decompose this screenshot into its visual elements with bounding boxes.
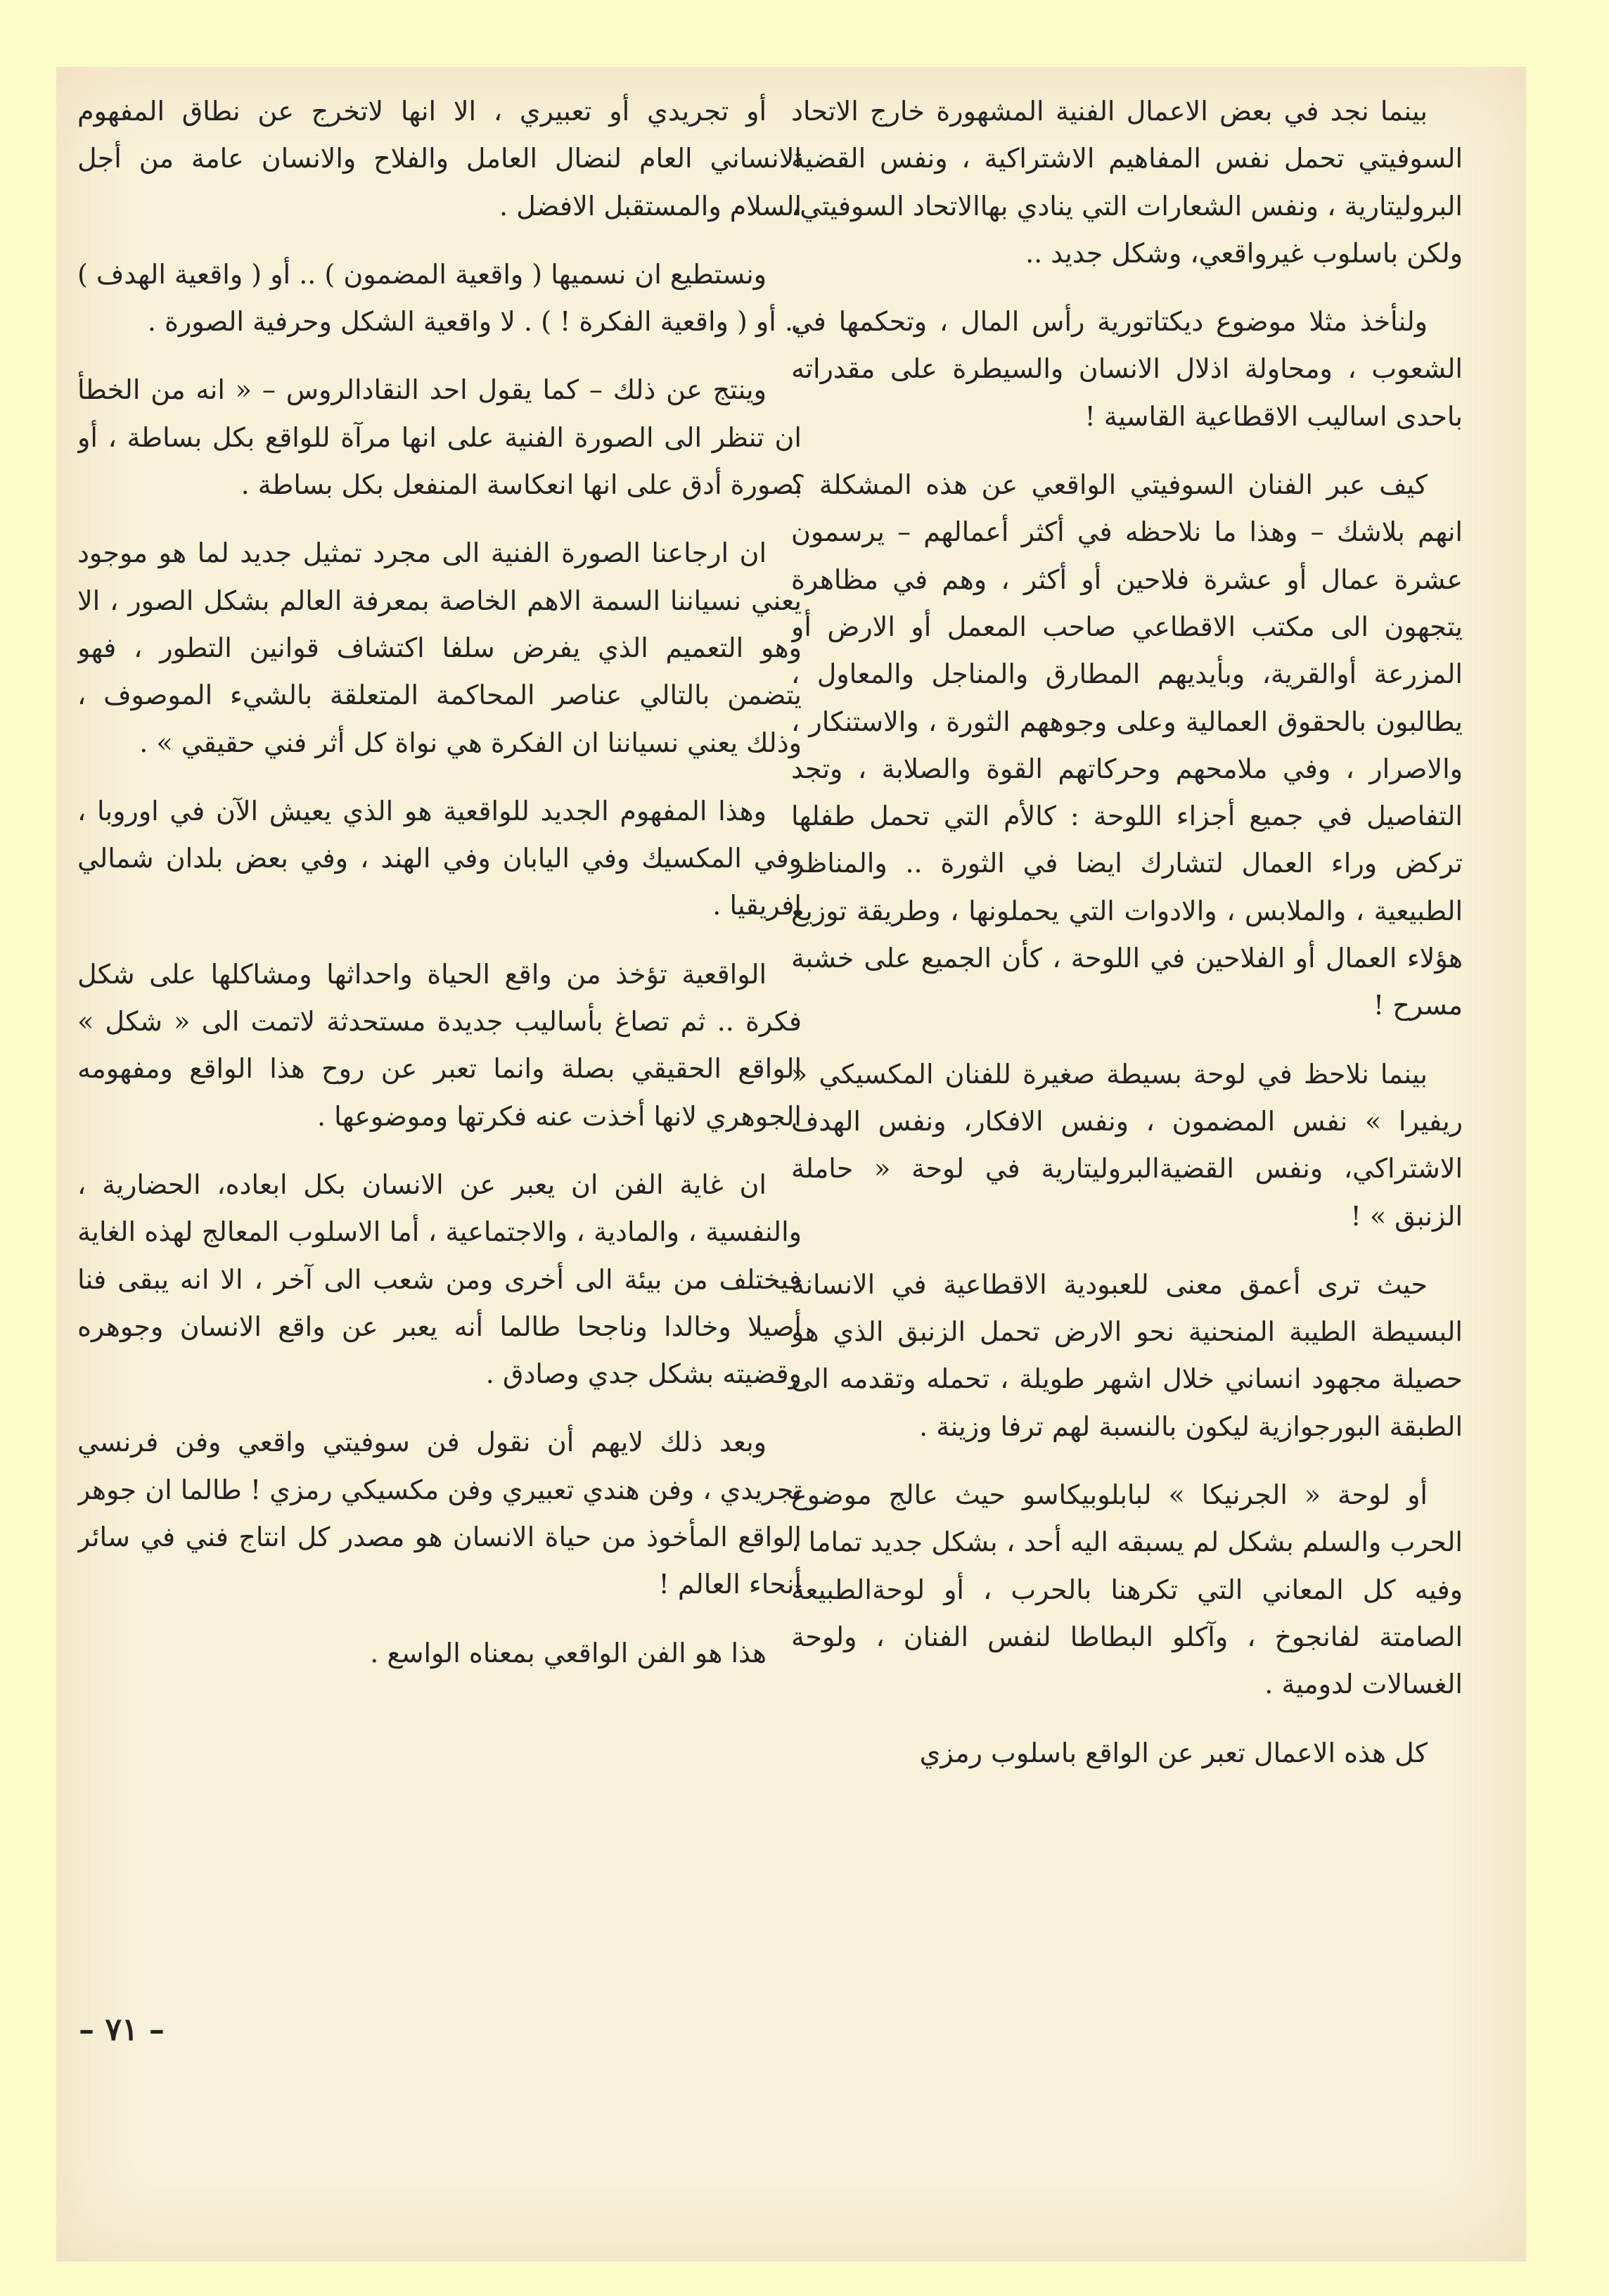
left-text-column [77,88,802,1987]
paragraph: أو لوحة « الجرنيكا » لبابلوبيكاسو حيث عالج موضوع الحرب والسلم بشكل لم يسبقه اليه أحد ، بشكل جديد تماما ، وفيه كل المعاني التي تكرهنا بالحرب ، أو لوحةالطبيعة الصامتة لفانجوخ ، وآكلو البطاطا لنفس الفنان ، ولوحة الغسالات لدومية . [791,1479,1463,1700]
page-number: – ٧١ – [79,2012,165,2048]
paragraph: هذا هو الفن الواقعي بمعناه الواسع . [370,1637,767,1669]
paragraph: وينتج عن ذلك – كما يقول احد النقادالروس – « انه من الخطأ ان تنظر الى الصورة الفنية على انها مرآة للواقع بكل بساطة ، أو بصورة أدق على انها انعكاسة المنفعل بكل بساطة . [77,374,802,501]
paragraph: بينما نلاحظ في لوحة بسيطة صغيرة للفنان المكسيكي « ريفيرا » نفس المضمون ، ونفس الافكار، ونفس الهدف الاشتراكي، ونفس القضيةالبروليتارية في لوحة « حاملة الزنبق » ! [791,1058,1463,1232]
paragraph: وبعد ذلك لايهم أن نقول فن سوفيتي واقعي وفن فرنسي تجريدي ، وفن هندي تعبيري وفن مكسيكي رمزي ! طالما ان جوهر الواقع المأخوذ من حياة الانسان هو مصدر كل انتاج فني في سائر أنحاء العالم ! [77,1427,802,1600]
paragraph: ان ارجاعنا الصورة الفنية الى مجرد تمثيل جديد لما هو موجود يعني نسياننا السمة الاهم الخاصة بمعرفة العالم بشكل الصور ، الا وهو التعميم الذي يفرض سلفا اكتشاف قوانين التطور ، فهو يتضمن بالتالي عناصر المحاكمة المتعلقة بالشيء الموصوف ، وذلك يعني نسياننا ان الفكرة هي نواة كل أثر فني حقيقي » . [77,537,802,758]
paragraph: ان غاية الفن ان يعبر عن الانسان بكل ابعاده، الحضارية ، والنفسية ، والمادية ، والاجتماعية ، أما الاسلوب المعالج لهذه الغاية فيختلف من بيئة الى أخرى ومن شعب الى آخر ، الا انه يبقى فنا أصيلا وخالدا وناجحا طالما أنه يعبر عن واقع الانسان وجوهره وقضيته بشكل جدي وصادق . [77,1168,802,1390]
paragraph: حيث ترى أعمق معنى للعبودية الاقطاعية في الانسانة البسيطة الطيبة المنحنية نحو الارض تحمل الزنبق الذي هو حصيلة مجهود انساني خلال اشهر طويلة ، تحمله وتقدمه الى الطبقة البورجوازية ليكون بالنسبة لهم ترفا وزينة . [791,1268,1463,1442]
paragraph: الواقعية تؤخذ من واقع الحياة واحداثها ومشاكلها على شكل فكرة .. ثم تصاغ بأساليب جديدة مستحدثة لاتمت الى « شكل » الواقع الحقيقي بصلة وانما تعبر عن روح هذا الواقع ومفهومه الجوهري لانها أخذت عنه فكرتها وموضوعها . [77,958,802,1132]
paragraph: ونستطيع ان نسميها ( واقعية المضمون ) .. أو ( واقعية الهدف ) .. أو ( واقعية الفكرة ! ) . لا واقعية الشكل وحرفية الصورة . [77,258,802,338]
paragraph: بينما نجد في بعض الاعمال الفنية المشهورة خارج الاتحاد السوفيتي تحمل نفس المفاهيم الاشتراكية ، ونفس القضية البروليتارية ، ونفس الشعارات التي ينادي بهاالاتحاد السوفيتي، ولكن باسلوب غيرواقعي، وشكل جديد .. [791,96,1463,269]
right-text-column [791,88,1463,1987]
paragraph: كل هذه الاعمال تعبر عن الواقع باسلوب رمزي [919,1737,1428,1768]
paragraph: كيف عبر الفنان السوفيتي الواقعي عن هذه المشكلة ؟ انهم بلاشك – وهذا ما نلاحظه في أكثر أعمالهم – يرسمون عشرة عمال أو عشرة فلاحين أو أكثر ، وهم في مظاهرة يتجهون الى مكتب الاقطاعي صاحب المعمل أو الارض أو المزرعة أوالقرية، وبأيديهم المطارق والمناجل والمعاول ، يطالبون بالحقوق العمالية وعلى وجوههم الثورة ، والاستنكار ، والاصرار ، وفي ملامحهم وحركاتهم القوة والصلابة ، وتجد التفاصيل في جميع أجزاء اللوحة : كالأم التي تحمل طفلها تركض وراء العمال لتشارك ايضا في الثورة .. والمناظر الطبيعية ، والملابس ، والادوات التي يحملونها ، وطريقة توزيع هؤلاء العمال أو الفلاحين في اللوحة ، كأن الجميع على خشبة مسرح ! [791,469,1463,1021]
paragraph: ولنأخذ مثلا موضوع ديكتاتورية رأس المال ، وتحكمها في الشعوب ، ومحاولة اذلال الانسان والسيطرة على مقدراته باحدى اساليب الاقطاعية القاسية ! [791,306,1463,432]
magazine-page [56,67,1526,2262]
paragraph: وهذا المفهوم الجديد للواقعية هو الذي يعيش الآن في اوروبا ، وفي المكسيك وفي اليابان وفي الهند ، وفي بعض بلدان شمالي افريقيا . [77,795,802,921]
paragraph: أو تجريدي أو تعبيري ، الا انها لاتخرج عن نطاق المفهوم الانساني العام لنضال العامل والفلاح والانسان عامة من أجل السلام والمستقبل الافضل . [77,96,802,222]
